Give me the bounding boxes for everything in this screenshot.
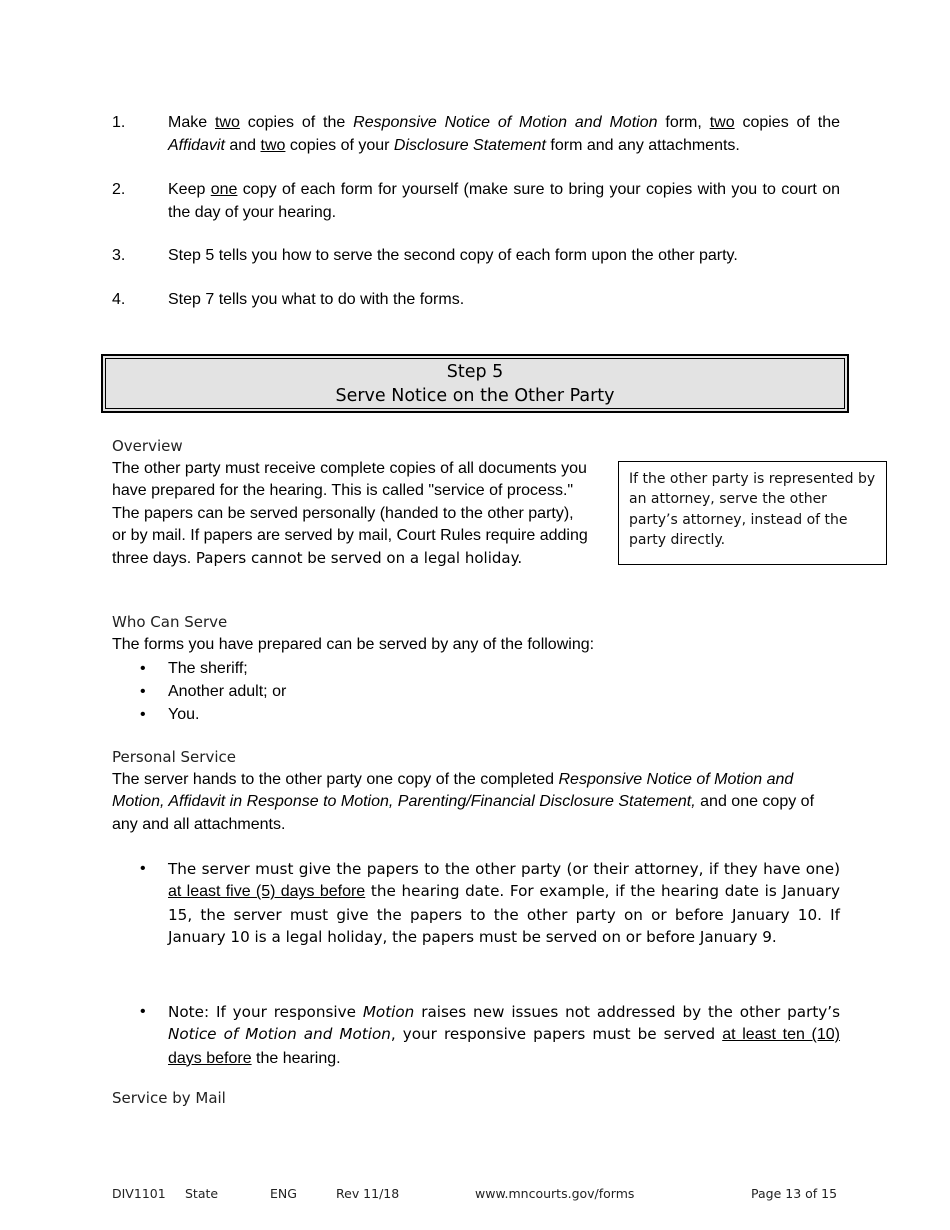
footer-url[interactable]: www.mncourts.gov/forms (475, 1186, 635, 1201)
who-can-serve-intro: The forms you have prepared can be served by any of the following: (112, 636, 595, 653)
bullet-dot: • (140, 1003, 146, 1020)
section-heading-personal-service: Personal Service (112, 748, 236, 766)
list-text: Keep one copy of each form for yourself (make sure to bring your copies with you to court on the day of your hearing. (168, 181, 841, 221)
footer-language: ENG (270, 1186, 297, 1201)
attorney-note-box: If the other party is represented by an attorney, serve the other party’s attorney, instead of the party directly. (618, 461, 887, 565)
list-item (112, 179, 840, 224)
footer-page-number: Page 13 of 15 (751, 1186, 838, 1201)
list-text: Note: If your responsive Motion raises new issues not addressed by the other party’s Notice of Motion and Motion, your responsive papers must be served at least ten (10) days before the hearing. (168, 1003, 841, 1067)
list-item: • You. (140, 706, 200, 723)
list-text: Step 5 tells you how to serve the second copy of each form upon the other party. (168, 247, 738, 264)
list-item: • Another adult; or (140, 683, 287, 700)
footer-revision: Rev 11/18 (336, 1186, 400, 1201)
bullet-dot: • (140, 860, 146, 877)
step-title: Serve Notice on the Other Party (335, 386, 615, 406)
footer-form-id: DIV1101 (112, 1186, 166, 1201)
list-number: 3. (112, 247, 126, 264)
list-number: 2. (112, 181, 126, 198)
list-item (140, 1001, 840, 1070)
footer-state: State (185, 1186, 219, 1201)
list-number: 4. (112, 291, 126, 308)
list-item (112, 289, 840, 312)
server-list (140, 657, 286, 726)
list-text: Step 7 tells you what to do with the forms. (168, 291, 465, 308)
step-heading-box (101, 354, 849, 413)
list-item: • The sheriff; (140, 660, 248, 677)
list-number: 1. (112, 114, 126, 131)
list-text: The server must give the papers to the other party (or their attorney, if they have one) at least five (5) days before the hearing date. For example, if the hearing date is January 15, the server must give the papers to the other party on or before January 10. If January 10 is a legal holiday, the papers must be served on or before January 9. (168, 860, 840, 946)
personal-service-paragraph: The server hands to the other party one copy of the completed Responsive Notice of Motion and Motion, Affidavit in Response to Motion, Parenting/Financial Disclosure Statement, and one copy of any and all attachments. (112, 771, 815, 833)
list-text: Make two copies of the Responsive Notice of Motion and Motion form, two copies of the Affidavit and two copies of your Disclosure Statement form and any attachments. (168, 114, 841, 154)
list-item (112, 245, 840, 268)
list-item (112, 112, 840, 157)
list-item (140, 858, 840, 948)
section-heading-service-by-mail: Service by Mail (112, 1089, 226, 1107)
section-heading-overview: Overview (112, 437, 183, 455)
step-number: Step 5 (446, 362, 504, 382)
section-heading-who-can-serve: Who Can Serve (112, 613, 228, 631)
overview-paragraph: The other party must receive complete copies of all documents you have prepared for the hearing. This is called "service of process." The papers can be served personally (handed to the other party), or by mail. If papers are served by mail, Court Rules require adding three days. Papers cannot be served on a legal holiday. (112, 460, 588, 568)
